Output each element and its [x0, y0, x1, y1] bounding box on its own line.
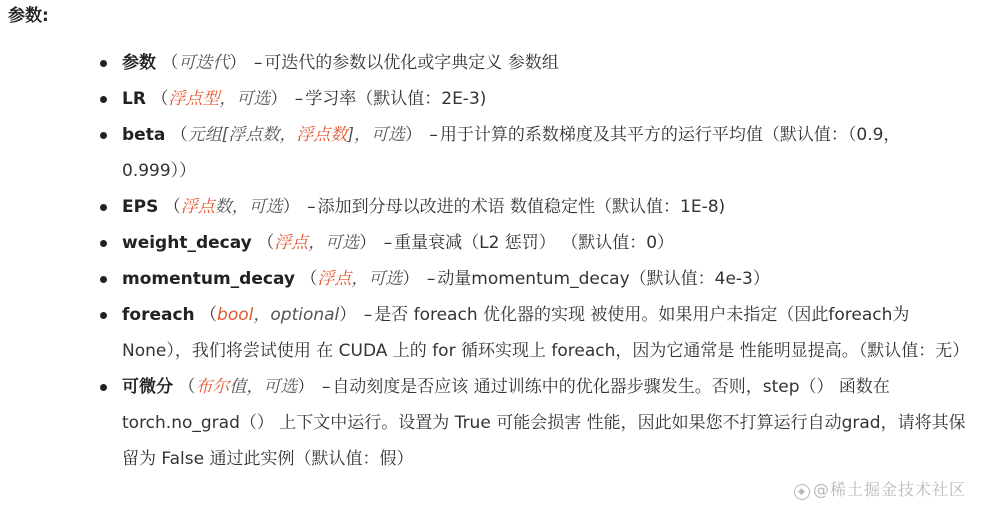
param-type: 布尔值，可选 [195, 377, 298, 397]
bullet-icon [100, 240, 107, 247]
param-name: 参数 [122, 53, 156, 73]
bullet-icon [100, 276, 107, 283]
param-description: 重量衰减（L2 惩罚） （默认值：0） [394, 233, 675, 253]
param-name: EPS [122, 197, 159, 217]
param-name: beta [122, 125, 166, 145]
param-type: 浮点数，可选 [180, 197, 283, 217]
param-type: 浮点型，可选 [168, 89, 271, 109]
param-item-eps: EPS （浮点数，可选） – 添加到分母以改进的术语 数值稳定性（默认值：1E-8) [122, 189, 967, 225]
param-name: LR [122, 89, 146, 109]
param-item-weight-decay: weight_decay （浮点，可选） – 重量衰减（L2 惩罚） （默认值：0） [122, 225, 967, 261]
param-type: 浮点，可选 [317, 269, 403, 289]
param-item-lr: LR （浮点型，可选） – 学习率（默认值：2E-3) [122, 81, 967, 117]
param-item-foreach: foreach （bool，optional） – 是否 foreach 优化器的实现 被使用。如果用户未指定（因此foreach为None），我们将尝试使用 在 CUDA 上的 for 循环实现上 foreach，因为它通常是 性能明显提高。（默认值：无） [122, 297, 967, 369]
param-name: 可微分 [122, 377, 173, 397]
param-name: momentum_decay [122, 269, 295, 289]
param-type: 元组[浮点数，浮点数]，可选 [187, 125, 405, 145]
param-item-beta: beta （元组[浮点数，浮点数]，可选） – 用于计算的系数梯度及其平方的运行平均值（默认值：（0.9， 0.999）） [122, 117, 967, 189]
watermark: ◆ @稀土掘金技术社区 [794, 477, 966, 500]
juejin-logo-icon: ◆ [794, 484, 810, 500]
param-description: 动量momentum_decay（默认值：4e-3） [437, 269, 770, 289]
param-description: 可迭代的参数以优化或字典定义 参数组 [264, 53, 559, 73]
param-item-params: 参数 （可迭代） – 可迭代的参数以优化或字典定义 参数组 [122, 45, 967, 81]
param-type: bool，optional [217, 305, 340, 325]
bullet-icon [100, 96, 107, 103]
bullet-icon [100, 132, 107, 139]
param-item-momentum-decay: momentum_decay （浮点，可选） – 动量momentum_decay（默认值：4e-3） [122, 261, 967, 297]
param-description: 添加到分母以改进的术语 数值稳定性（默认值：1E-8) [317, 197, 726, 217]
bullet-icon [100, 384, 107, 391]
param-item-differentiable: 可微分 （布尔值，可选） – 自动刻度是否应该 通过训练中的优化器步骤发生。否则，step（） 函数在 torch.no_grad（） 上下文中运行。设置为 True 可能会损害 性能，因此如果您不打算运行自动grad，请将其保留为 False 通过此实例（默认值：假） [122, 369, 967, 477]
bullet-icon [100, 312, 107, 319]
param-description: 自动刻度是否应该 通过训练中的优化器步骤发生。否则，step（） 函数在 torch.no_grad（） 上下文中运行。设置为 True 可能会损害 性能，因此如果您不打算运行自动grad，请将其保留为 False 通过此实例（默认值：假） [122, 377, 966, 469]
section-heading: 参数: [8, 6, 49, 26]
param-name: weight_decay [122, 233, 252, 253]
param-description: 是否 foreach 优化器的实现 被使用。如果用户未指定（因此foreach为None），我们将尝试使用 在 CUDA 上的 for 循环实现上 foreach，因为它通常是 性能明显提高。（默认值：无） [122, 305, 970, 361]
param-name: foreach [122, 305, 195, 325]
parameter-list [122, 45, 970, 477]
param-type: 浮点，可选 [274, 233, 360, 253]
param-description: 用于计算的系数梯度及其平方的运行平均值（默认值：（0.9， 0.999）） [122, 125, 901, 181]
param-description: 学习率（默认值：2E-3) [305, 89, 487, 109]
bullet-icon [100, 60, 107, 67]
param-type: 可迭代 [178, 53, 230, 73]
bullet-icon [100, 204, 107, 211]
